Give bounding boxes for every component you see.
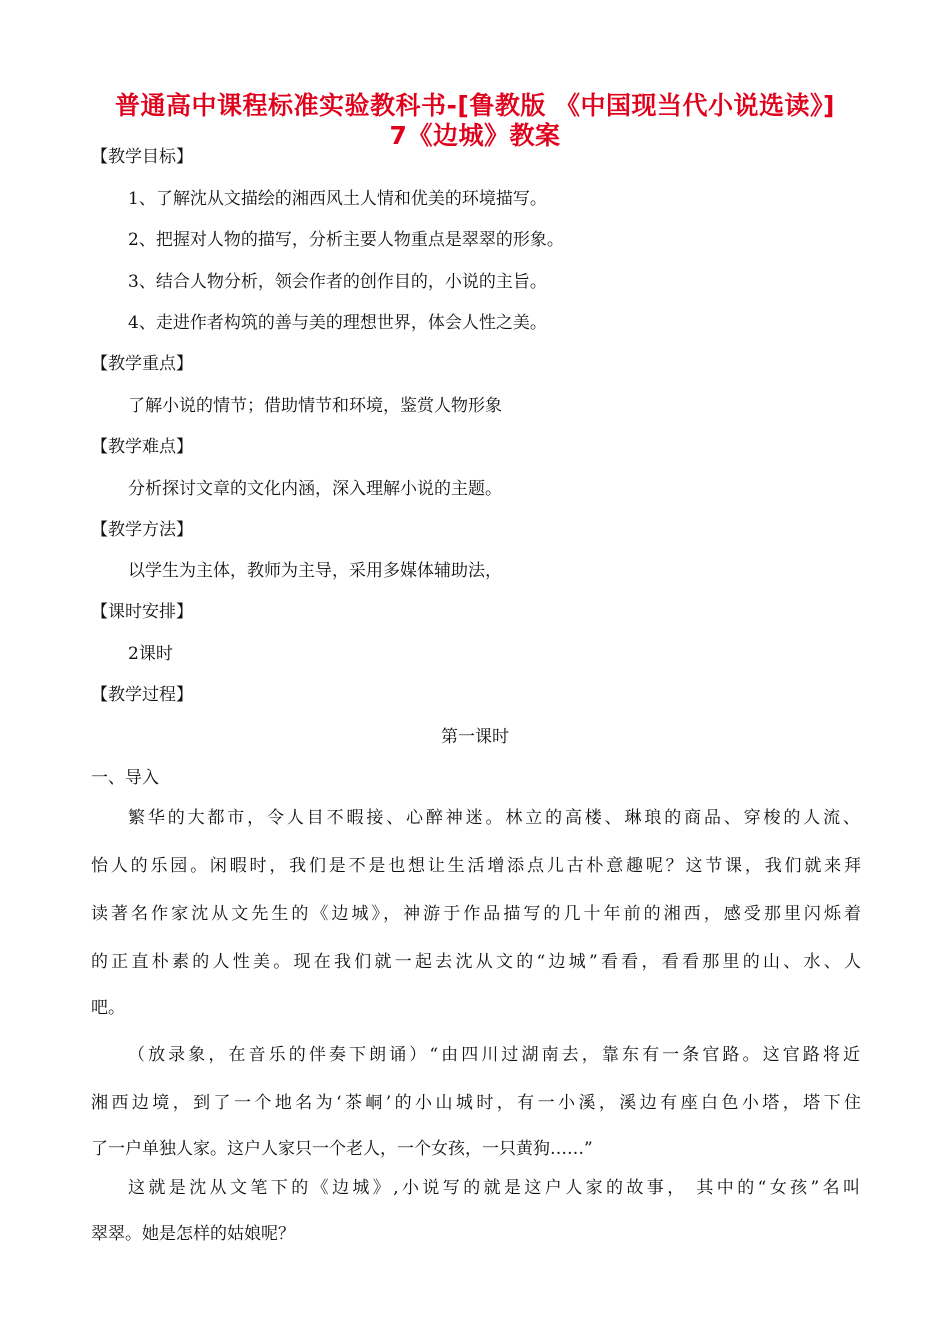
paragraph-line: 吧。: [91, 998, 125, 1018]
goal-item-1: 1、了解沈从文描绘的湘西风土人情和优美的环境描写。: [128, 189, 547, 209]
document-title-line-2: 7《边城》教案: [389, 121, 561, 150]
method-heading: 【教学方法】: [91, 520, 193, 540]
schedule-text: 2课时: [128, 644, 173, 664]
goal-item-4: 4、走进作者构筑的善与美的理想世界，体会人性之美。: [128, 313, 547, 333]
paragraph-line: 了一户单独人家。这户人家只一个老人，一个女孩，一只黄狗……”: [91, 1139, 593, 1159]
goal-item-3: 3、结合人物分析，领会作者的创作目的，小说的主旨。: [128, 272, 547, 292]
key-points-heading: 【教学重点】: [91, 354, 193, 374]
goal-item-2: 2、把握对人物的描写，分析主要人物重点是翠翠的形象。: [128, 230, 564, 250]
paragraph-line: 怡人的乐园。闲暇时，我们是不是也想让生活增添点儿古朴意趣呢？这节课，我们就来拜: [91, 856, 861, 876]
paragraph-line: 的正直朴素的人性美。现在我们就一起去沈从文的“边城”看看，看看那里的山、水、人: [91, 952, 861, 972]
method-text: 以学生为主体，教师为主导，采用多媒体辅助法，: [128, 561, 502, 581]
paragraph-line: （放录象，在音乐的伴奏下朗诵）“由四川过湖南去，靠东有一条官路。这官路将近: [128, 1045, 860, 1065]
paragraph-line: 繁华的大都市，令人目不暇接、心醉神迷。林立的高楼、琳琅的商品、穿梭的人流、: [128, 808, 860, 828]
intro-heading: 一、导入: [91, 768, 159, 788]
difficulty-heading: 【教学难点】: [91, 437, 193, 457]
goals-heading: 【教学目标】: [91, 147, 193, 167]
lesson-title: 第一课时: [441, 727, 509, 747]
paragraph-line: 翠翠。她是怎样的姑娘呢？: [91, 1224, 295, 1244]
schedule-heading: 【课时安排】: [91, 602, 193, 622]
difficulty-text: 分析探讨文章的文化内涵，深入理解小说的主题。: [128, 479, 502, 499]
paragraph-line: 这就是沈从文笔下的《边城》,小说写的就是这户人家的故事， 其中的“女孩”名叫: [128, 1178, 860, 1198]
process-heading: 【教学过程】: [91, 685, 193, 705]
document-title-line-1: 普通高中课程标准实验教科书-[鲁教版 《中国现当代小说选读》]: [115, 91, 835, 120]
key-points-text: 了解小说的情节；借助情节和环境，鉴赏人物形象: [128, 396, 502, 416]
paragraph-line: 读著名作家沈从文先生的《边城》，神游于作品描写的几十年前的湘西，感受那里闪烁着: [91, 904, 861, 924]
paragraph-line: 湘西边境，到了一个地名为‘茶峒’的小山城时，有一小溪，溪边有座白色小塔，塔下住: [91, 1093, 861, 1113]
